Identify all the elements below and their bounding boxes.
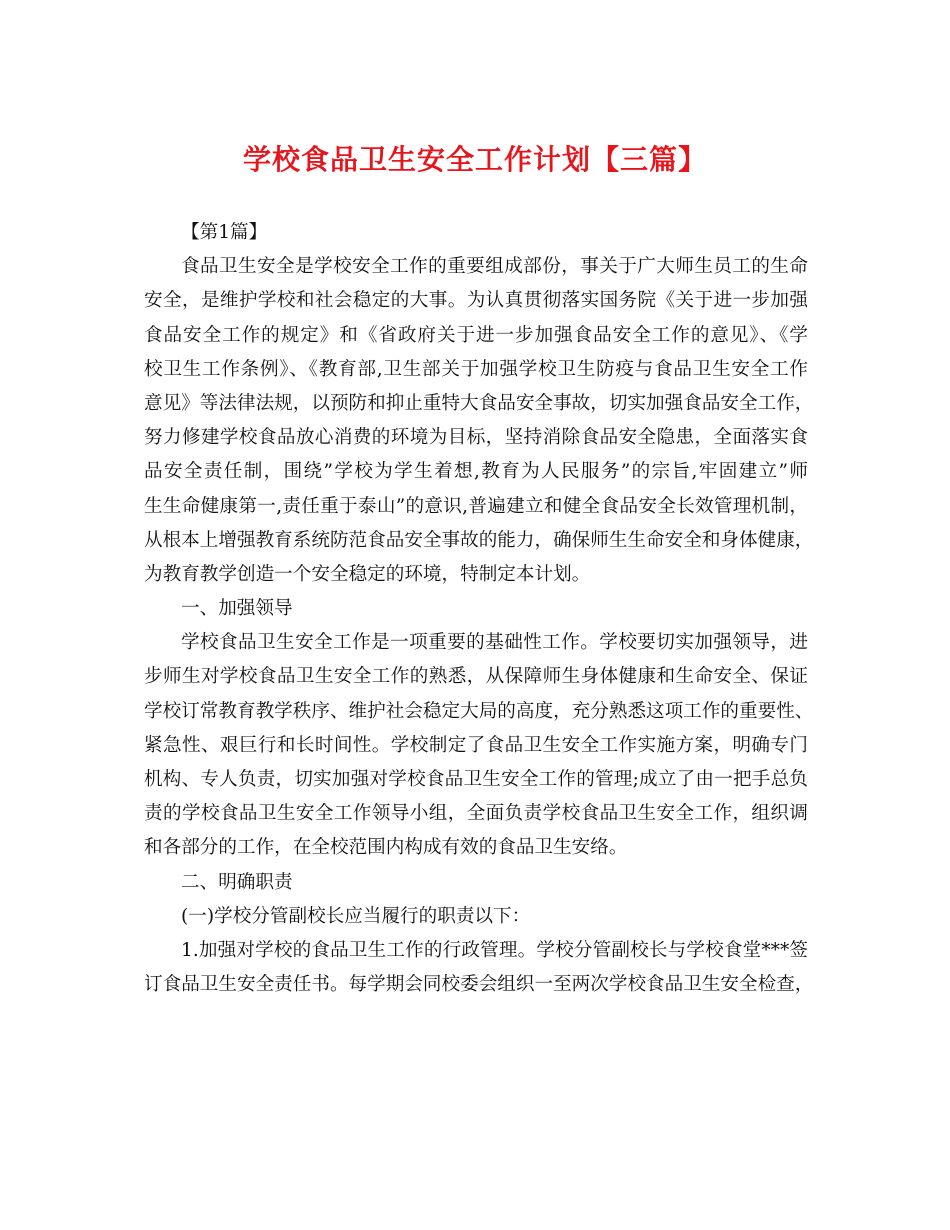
- document-title: 学校食品卫生安全工作计划【三篇】: [242, 143, 707, 176]
- paragraph-line: 步师生对学校食品卫生安全工作的熟悉，从保障师生身体健康和生命安全、保证: [144, 666, 808, 688]
- paragraph-line: 食品安全工作的规定》和《省政府关于进一步加强食品安全工作的意见》、《学: [144, 324, 808, 346]
- paragraph-line: 一、加强领导: [181, 598, 293, 620]
- document-body: [144, 216, 814, 1002]
- paragraph-line: 意见》等法律法规，以预防和抑止重特大食品安全事故，切实加强食品安全工作，: [144, 392, 814, 414]
- paragraph-line: 学校食品卫生安全工作是一项重要的基础性工作。学校要切实加强领导，进: [181, 632, 808, 654]
- paragraph-line: 食品卫生安全是学校安全工作的重要组成部份，事关于广大师生员工的生命: [181, 256, 808, 278]
- paragraph-line: 和各部分的工作，在全校范围内构成有效的食品卫生安络。: [144, 837, 628, 859]
- paragraph-line: 学校订常教育教学秩序、维护社会稳定大局的高度，充分熟悉这项工作的重要性、: [144, 700, 814, 722]
- paragraph-line: 安全，是维护学校和社会稳定的大事。为认真贯彻落实国务院《关于进一步加强: [144, 290, 808, 312]
- paragraph-line: 机构、专人负责，切实加强对学校食品卫生安全工作的管理;成立了由一把手总负: [144, 769, 808, 790]
- paragraph-line: 责的学校食品卫生安全工作领导小组，全面负责学校食品卫生安全工作，组织调: [144, 803, 808, 825]
- paragraph-line: 紧急性、艰巨行和长时间性。学校制定了食品卫生安全工作实施方案，明确专门: [144, 734, 808, 756]
- paragraph-line: 校卫生工作条例》、《教育部,卫生部关于加强学校卫生防疫与食品卫生安全工作: [144, 358, 808, 380]
- paragraph-line: 订食品卫生安全责任书。每学期会同校委会组织一至两次学校食品卫生安全检查，: [144, 974, 814, 996]
- paragraph-line: 从根本上增强教育系统防范食品安全事故的能力，确保师生生命安全和身体健康，: [144, 529, 814, 551]
- paragraph-line: 1.加强对学校的食品卫生工作的行政管理。学校分管副校长与学校食堂***签: [181, 939, 808, 961]
- paragraph-line: (一)学校分管副校长应当履行的职责以下：: [181, 905, 531, 927]
- paragraph-line: 努力修建学校食品放心消费的环境为目标，坚持消除食品安全隐患，全面落实食: [144, 427, 808, 449]
- paragraph-line: 【第1篇】: [181, 222, 268, 243]
- paragraph-line: 为教育教学创造一个安全稳定的环境，特制定本计划。: [144, 563, 591, 585]
- paragraph-line: 品安全责任制，围绕”学校为学生着想,教育为人民服务”的宗旨,牢固建立”师: [144, 461, 808, 483]
- paragraph-line: 生生命健康第一,责任重于泰山”的意识,普遍建立和健全食品安全长效管理机制，: [144, 495, 808, 517]
- paragraph-line: 二、明确职责: [181, 871, 293, 893]
